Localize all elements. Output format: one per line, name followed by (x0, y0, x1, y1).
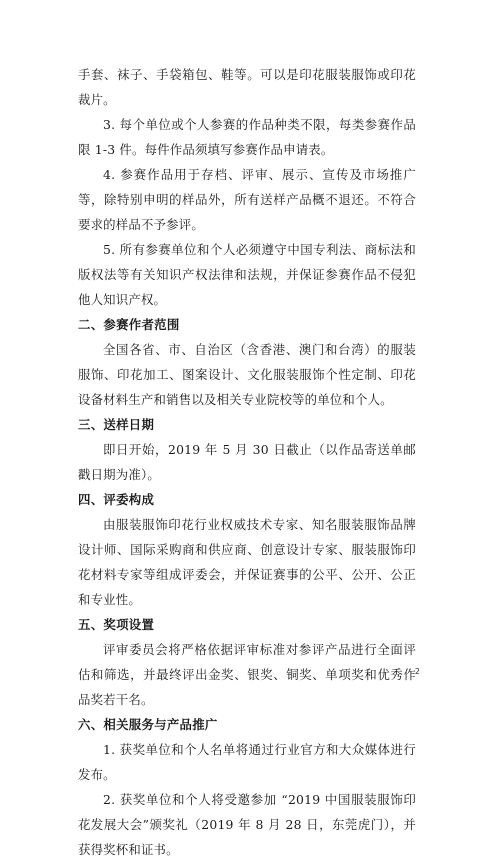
section-heading-judges: 四、评委构成 (78, 492, 155, 507)
section-text-awards: 评审委员会将严格依据评审标准对参评产品进行全面评估和筛选，并最终评出金奖、银奖、铜奖、单项奖和优秀作品奖若干名。 (78, 642, 416, 707)
paragraph-item-3: 3. 每个单位或个人参赛的作品种类不限，每类参赛作品限 1-3 件。每件作品须填写参赛作品申请表。 (78, 117, 416, 157)
paragraph-continuation: 手套、袜子、手袋箱包、鞋等。可以是印花服装服饰或印花裁片。 (78, 67, 416, 107)
section-heading-services: 六、相关服务与产品推广 (78, 717, 218, 732)
section-heading-participants: 二、参赛作者范围 (78, 317, 180, 332)
paragraph-item-5: 5. 所有参赛单位和个人必须遵守中国专利法、商标法和版权法等有关知识产权法律和法规，并保证参赛作品不侵犯他人知识产权。 (78, 242, 416, 307)
page-number: 2 (414, 667, 420, 676)
paragraph-item-4: 4. 参赛作品用于存档、评审、展示、宣传及市场推广等，除特别申明的样品外，所有送样产品概不退还。不符合要求的样品不予参评。 (78, 167, 416, 232)
services-item-2: 2. 获奖单位和个人将受邀参加 “2019 中国服装服饰印花发展大会”颁奖礼（2019 年 8 月 28 日，东莞虎门），并获得奖杯和证书。 (78, 792, 416, 857)
section-heading-awards: 五、奖项设置 (78, 617, 155, 632)
section-text-participants: 全国各省、市、自治区（含香港、澳门和台湾）的服装服饰、印花加工、图案设计、文化服装服饰个性定制、印花设备材料生产和销售以及相关专业院校等的单位和个人。 (78, 342, 416, 407)
section-text-submission-date: 即日开始，2019 年 5 月 30 日截止（以作品寄送单邮戳日期为准）。 (78, 442, 416, 482)
document-body (78, 62, 416, 862)
section-heading-submission-date: 三、送样日期 (78, 417, 155, 432)
section-text-judges: 由服装服饰印花行业权威技术专家、知名服装服饰品牌设计师、国际采购商和供应商、创意设计专家、服装服饰印花材料专家等组成评委会，并保证赛事的公平、公开、公正和专业性。 (78, 517, 416, 607)
services-item-1: 1. 获奖单位和个人名单将通过行业官方和大众媒体进行发布。 (78, 742, 416, 782)
